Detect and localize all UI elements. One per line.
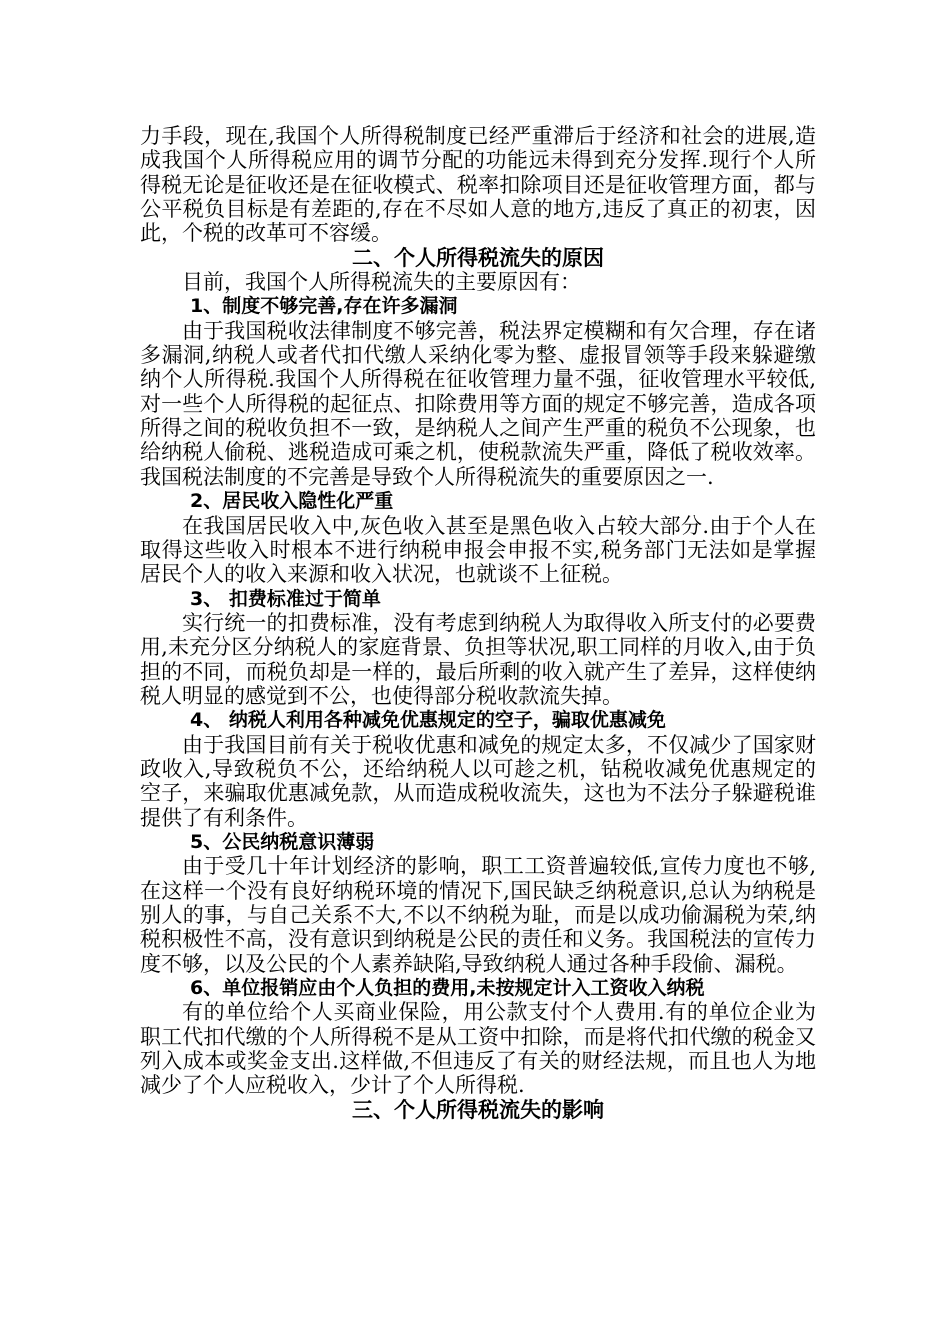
paragraph-4: 由于我国目前有关于税收优惠和减免的规定太多，不仅减少了国家财政收入,导致税负不公，还给纳税人以可趁之机，钻税收减免优惠规定的空子，来骗取优惠减免款，从而造成税收流失，这也为不法分子躲避税谁提供了有利条件。 <box>140 732 816 830</box>
subheading-3: 3、 扣费标准过于简单 <box>190 587 381 610</box>
section-title-causes: 二、个人所得税流失的原因 <box>352 245 604 270</box>
subheading-5: 5、公民纳税意识薄弱 <box>190 830 375 853</box>
section-title-impact: 三、个人所得税流失的影响 <box>352 1097 604 1122</box>
section-lead: 目前，我国个人所得税流失的主要原因有： <box>182 270 581 295</box>
document-page <box>140 124 816 1122</box>
paragraph-3: 实行统一的扣费标准，没有考虑到纳税人为取得收入所支付的必要费用,未充分区分纳税人的家庭背景、负担等状况,职工同样的月收入,由于负担的不同，而税负却是一样的，最后所剩的收入就产生了差异，这样使纳税人明显的感觉到不公，也使得部分税收款流失掉。 <box>140 610 816 708</box>
paragraph-6: 有的单位给个人买商业保险，用公款支付个人费用.有的单位企业为职工代扣代缴的个人所得税不是从工资中扣除，而是将代扣代缴的税金又列入成本或奖金支出.这样做,不但违反了有关的财经法规，而且也人为地减少了个人应税收入，少计了个人所得税. <box>140 1000 816 1098</box>
subheading-1: 1、制度不够完善,存在许多漏洞 <box>190 295 458 318</box>
paragraph-2: 在我国居民收入中,灰色收入甚至是黑色收入占较大部分.由于个人在取得这些收入时根本不进行纳税申报会申报不实,税务部门无法如是掌握居民个人的收入来源和收入状况，也就谈不上征税。 <box>140 513 816 587</box>
paragraph-1: 由于我国税收法律制度不够完善，税法界定模糊和有欠合理，存在诸多漏洞,纳税人或者代扣代缴人采纳化零为整、虚报冒领等手段来躲避缴纳个人所得税.我国个人所得税在征收管理力量不强，征收管理水平较低,对一些个人所得税的起征点、扣除费用等方面的规定不够完善，造成各项所得之间的税收负担不一致，是纳税人之间产生严重的税负不公现象，也给纳税人偷税、逃税造成可乘之机，使税款流失严重，降低了税收效率。我国税法制度的不完善是导致个人所得税流失的重要原因之一. <box>140 318 816 489</box>
subheading-6: 6、单位报销应由个人负担的费用,未按规定计入工资收入纳税 <box>190 977 705 1000</box>
intro-paragraph: 力手段，现在,我国个人所得税制度已经严重滞后于经济和社会的进展,造成我国个人所得税应用的调节分配的功能远未得到充分发挥.现行个人所得税无论是征收还是在征收模式、税率扣除项目还是征收管理方面，都与公平税负目标是有差距的,存在不尽如人意的地方,违反了真正的初衷，因此，个税的改革可不容缓。 <box>140 124 816 246</box>
subheading-2: 2、居民收入隐性化严重 <box>190 490 394 513</box>
subheading-4: 4、 纳税人利用各种减免优惠规定的空子，骗取优惠减免 <box>190 709 666 732</box>
paragraph-5: 由于受几十年计划经济的影响，职工工资普遍较低,宣传力度也不够,在这样一个没有良好纳税环境的情况下,国民缺乏纳税意识,总认为纳税是别人的事，与自己关系不大,不以不纳税为耻，而是以成功偷漏税为荣,纳税积极性不高，没有意识到纳税是公民的责任和义务。我国税法的宣传力度不够，以及公民的个人素养缺陷,导致纳税人通过各种手段偷、漏税。 <box>140 854 816 976</box>
